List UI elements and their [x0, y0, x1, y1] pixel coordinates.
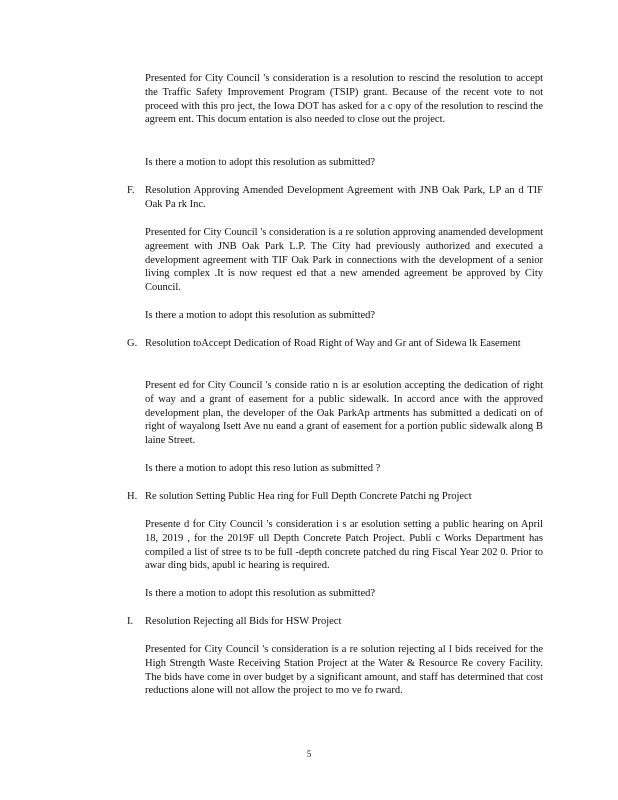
item-i-heading — [127, 615, 543, 629]
item-i-paragraph: Presented for City Council 's consideration is a re solution rejecting al l bids received for the High Strength Waste Receiving Station Project at the Water & Resource Re covery Facility. The bids have come in over budget by a significant amount, and staff has determined that cost reductions alone will not allow the project to mo ve fo rward. — [145, 644, 543, 697]
item-h-paragraph: Presente d for City Council 's consideration i s ar esolution setting a public hearing on April 18, 2019 , for the 2019F ull Depth Concrete Patch Project. Publi c Works Department has compiled a list of stree ts to be full -depth concrete patched du ring Fiscal Year 202 0. Prior to awar ding bids, apubl ic hearing is required. — [145, 519, 543, 572]
item-h-question: Is there a motion to adopt this resolution as submitted? — [145, 588, 376, 599]
item-f-letter: F. — [127, 185, 135, 196]
item-g-question: Is there a motion to adopt this reso lution as submitted ? — [145, 463, 381, 474]
item-h-letter: H. — [127, 491, 138, 502]
item-f-heading — [127, 184, 543, 212]
item-i-letter: I. — [127, 616, 134, 627]
item-g-paragraph: Present ed for City Council 's conside ratio n is ar esolution accepting the dedication of right of way and a grant of easement for a public sidewalk. In accord ance with the approved development plan, the developer of the Oak ParkAp artments has submitted a dedicati on of right of wayalong Isett Ave nu eand a grant of easement for a portion public sidewalk along B laine Street. — [145, 380, 543, 447]
page-number: 5 — [306, 749, 312, 759]
item-g-letter: G. — [127, 338, 138, 349]
item-f-question: Is there a motion to adopt this resolution as submitted? — [145, 310, 376, 321]
intro-question: Is there a motion to adopt this resolution as submitted? — [145, 157, 376, 168]
item-g-title: Resolution toAccept Dedication of Road Right of Way and Gr ant of Sidewa lk Easement — [145, 338, 521, 349]
item-f-paragraph: Presented for City Council 's consideration is a re solution approving anamended development agreement with JNB Oak Park L.P. The City had previously authorized and executed a development agreement with TIF Oak Park in connections with the development of a senior living complex .It is now request ed that a new amended agreement be approved by City Council. — [145, 227, 543, 294]
item-h-title: Re solution Setting Public Hea ring for Full Depth Concrete Patchi ng Project — [145, 491, 472, 502]
intro-paragraph: Presented for City Council 's consideration is a resolution to rescind the resolution to accept the Traffic Safety Improvement Program (TSIP) grant. Because of the recent vote to not proceed with this pro ject, the Iowa DOT has asked for a c opy of the resolution to rescind the agreem ent. This docum entation is also needed to close out the project. — [145, 73, 543, 126]
item-g-heading — [127, 337, 543, 351]
item-h-heading — [127, 490, 543, 504]
item-i-title: Resolution Rejecting all Bids for HSW Project — [145, 616, 342, 627]
item-f-title: Resolution Approving Amended Development Agreement with JNB Oak Park, LP an d TIF Oak Pa rk Inc. — [145, 185, 543, 210]
